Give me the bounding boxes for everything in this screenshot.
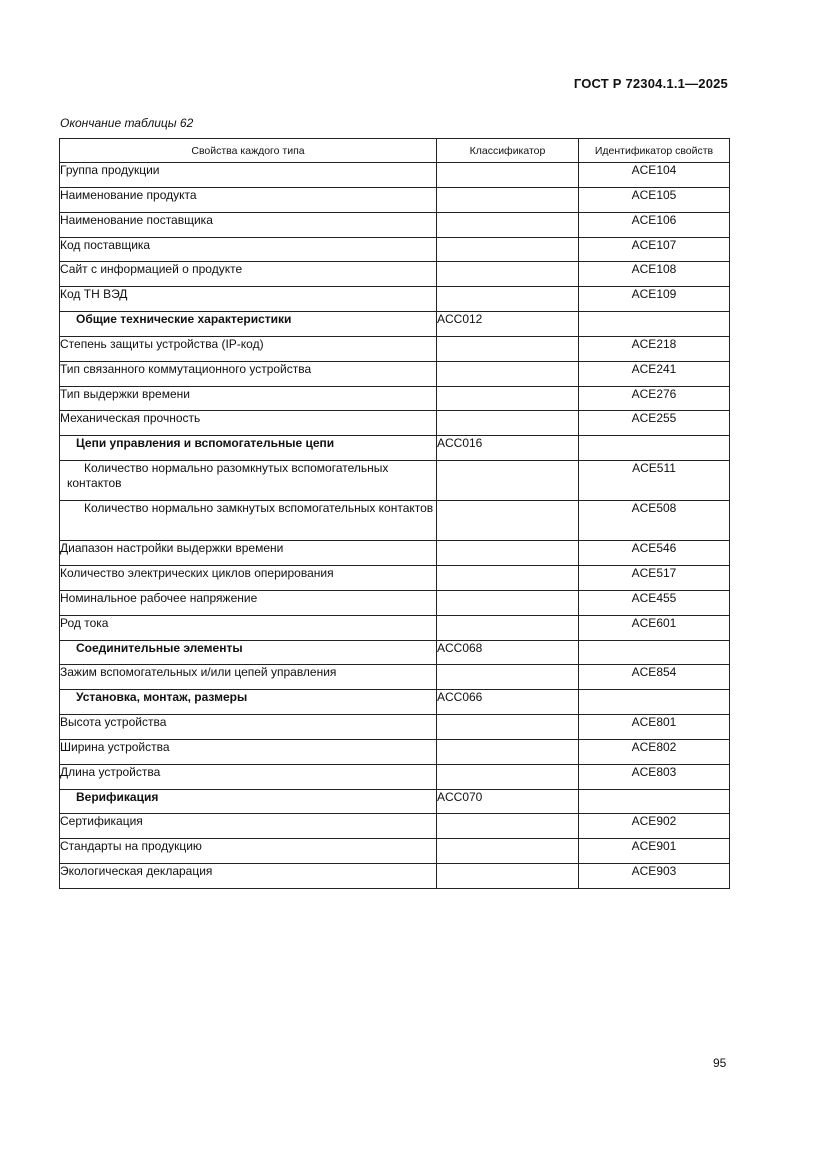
classifier-cell [437,739,579,764]
property-name-cell: Степень защиты устройства (IP-код) [60,336,437,361]
table-row [60,411,730,436]
table-group-row [60,690,730,715]
property-name-cell: Количество нормально разомкнутых вспомогательных контактов [60,461,437,501]
classifier-cell [437,237,579,262]
property-id-cell: ACE601 [579,615,730,640]
table-group-row [60,640,730,665]
classifier-cell [437,361,579,386]
property-id-cell: ACE508 [579,501,730,541]
table-row [60,814,730,839]
classifier-cell: ACC070 [437,789,579,814]
property-name-cell: Установка, монтаж, размеры [60,690,437,715]
classifier-cell [437,615,579,640]
property-name-cell: Цепи управления и вспомогательные цепи [60,436,437,461]
table-row [60,665,730,690]
property-name-cell: Стандарты на продукцию [60,839,437,864]
property-name-cell: Наименование продукта [60,187,437,212]
property-name-cell: Диапазон настройки выдержки времени [60,541,437,566]
property-id-cell: ACE903 [579,864,730,889]
table-body [60,163,730,889]
property-id-cell: ACE104 [579,163,730,188]
table-row [60,262,730,287]
classifier-cell [437,336,579,361]
property-id-cell: ACE802 [579,739,730,764]
classifier-cell [437,187,579,212]
classifier-cell [437,864,579,889]
property-name-cell: Тип связанного коммутационного устройства [60,361,437,386]
table-row [60,212,730,237]
table-row [60,541,730,566]
property-id-cell: ACE801 [579,715,730,740]
classifier-cell [437,541,579,566]
property-name-cell: Номинальное рабочее напряжение [60,590,437,615]
property-id-cell: ACE511 [579,461,730,501]
classifier-cell [437,287,579,312]
table-row [60,565,730,590]
table-group-row [60,789,730,814]
property-id-cell [579,640,730,665]
classifier-cell [437,212,579,237]
table-row [60,461,730,501]
table-row [60,715,730,740]
property-id-cell: ACE108 [579,262,730,287]
property-name-cell: Код поставщика [60,237,437,262]
page-number: 95 [713,1056,727,1070]
classifier-cell: ACC016 [437,436,579,461]
classifier-cell [437,163,579,188]
property-id-cell: ACE276 [579,386,730,411]
classifier-cell [437,590,579,615]
property-id-cell: ACE109 [579,287,730,312]
table-caption: Окончание таблицы 62 [60,116,194,130]
classifier-cell [437,764,579,789]
property-id-cell [579,312,730,337]
column-header-classifier: Классификатор [437,139,579,163]
property-id-cell: ACE241 [579,361,730,386]
table-row [60,501,730,541]
table-row [60,386,730,411]
table-row [60,287,730,312]
property-id-cell [579,690,730,715]
property-id-cell: ACE854 [579,665,730,690]
property-name-cell: Механическая прочность [60,411,437,436]
property-id-cell: ACE901 [579,839,730,864]
classifier-cell [437,262,579,287]
property-name-cell: Общие технические характеристики [60,312,437,337]
property-name-cell: Код ТН ВЭД [60,287,437,312]
classifier-cell [437,665,579,690]
table-row [60,590,730,615]
property-id-cell: ACE517 [579,565,730,590]
property-name-cell: Сертификация [60,814,437,839]
property-name-cell: Количество нормально замкнутых вспомогательных контактов [60,501,437,541]
table-row [60,237,730,262]
property-id-cell: ACE255 [579,411,730,436]
property-name-cell: Сайт с информацией о продукте [60,262,437,287]
property-name-cell: Ширина устройства [60,739,437,764]
classifier-cell [437,814,579,839]
table-row [60,739,730,764]
classifier-cell: ACC012 [437,312,579,337]
classifier-cell [437,715,579,740]
property-id-cell: ACE107 [579,237,730,262]
classifier-cell [437,565,579,590]
property-name-cell: Высота устройства [60,715,437,740]
table-header-row [60,139,730,163]
classifier-cell [437,839,579,864]
property-name-cell: Зажим вспомогательных и/или цепей управления [60,665,437,690]
property-id-cell: ACE106 [579,212,730,237]
property-id-cell: ACE105 [579,187,730,212]
table-row [60,764,730,789]
property-id-cell: ACE902 [579,814,730,839]
property-id-cell: ACE455 [579,590,730,615]
property-id-cell [579,789,730,814]
table-group-row [60,436,730,461]
property-id-cell: ACE218 [579,336,730,361]
classifier-cell [437,501,579,541]
properties-table [59,138,730,889]
column-header-properties: Свойства каждого типа [60,139,437,163]
column-header-property-id: Идентификатор свойств [579,139,730,163]
property-name-cell: Род тока [60,615,437,640]
document-header: ГОСТ Р 72304.1.1—2025 [573,76,728,91]
property-name-cell: Группа продукции [60,163,437,188]
table-row [60,615,730,640]
classifier-cell: ACC066 [437,690,579,715]
table-row [60,864,730,889]
property-name-cell: Соединительные элементы [60,640,437,665]
property-name-cell: Длина устройства [60,764,437,789]
property-id-cell: ACE803 [579,764,730,789]
table-row [60,839,730,864]
classifier-cell [437,461,579,501]
table-row [60,187,730,212]
property-name-cell: Тип выдержки времени [60,386,437,411]
property-name-cell: Количество электрических циклов оперирования [60,565,437,590]
table-group-row [60,312,730,337]
classifier-cell [437,386,579,411]
classifier-cell: ACC068 [437,640,579,665]
table-row [60,336,730,361]
table-row [60,163,730,188]
property-name-cell: Экологическая декларация [60,864,437,889]
property-id-cell [579,436,730,461]
property-name-cell: Верификация [60,789,437,814]
property-id-cell: ACE546 [579,541,730,566]
property-name-cell: Наименование поставщика [60,212,437,237]
classifier-cell [437,411,579,436]
table-row [60,361,730,386]
